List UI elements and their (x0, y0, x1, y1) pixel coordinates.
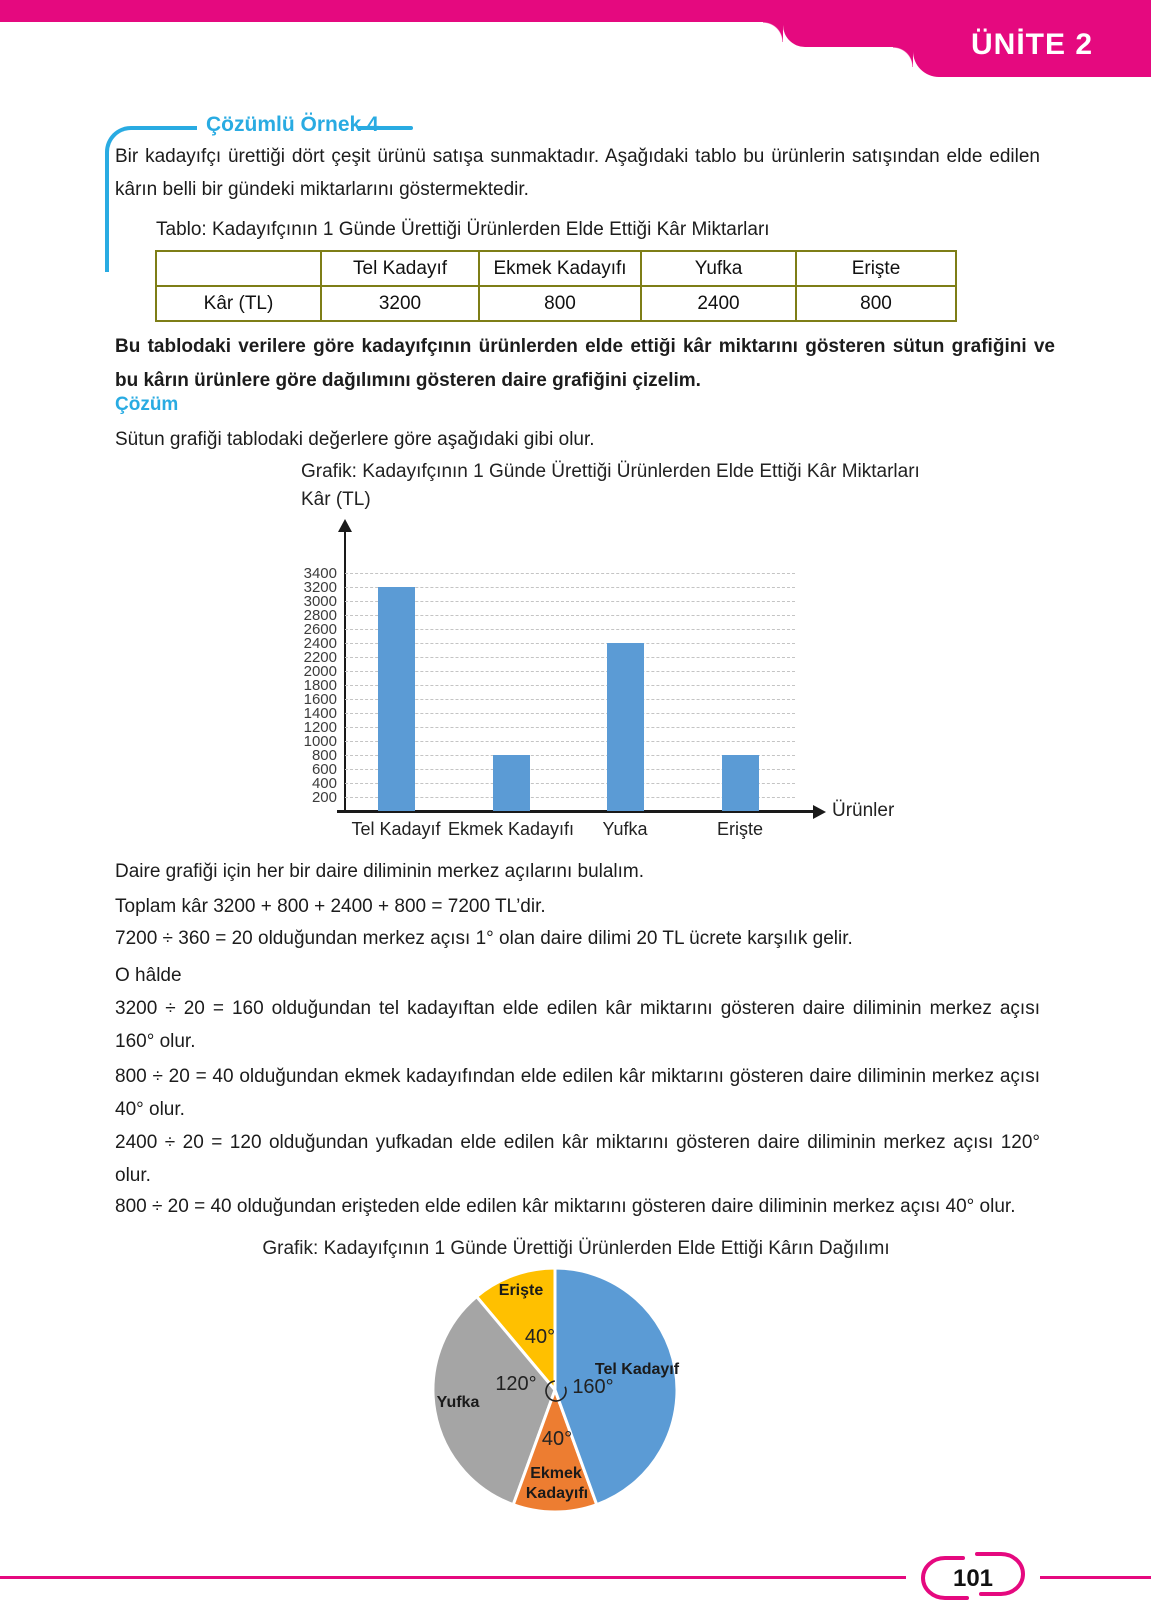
pie-label-eriste: Erişte (498, 1282, 544, 1299)
table-header-row (156, 251, 956, 286)
table-value-cell: 800 (479, 286, 641, 321)
unit-label: ÜNİTE 2 (970, 27, 1094, 61)
bar-4 (722, 755, 759, 811)
step-paragraph: Daire grafiği için her bir daire diliminin merkez açılarını bulalım. (115, 861, 645, 882)
table-value-cell: 3200 (321, 286, 479, 321)
pie-angle-tel-kadayif: 160° (572, 1376, 614, 1398)
bar-2 (493, 755, 530, 811)
table-value-row (156, 286, 956, 321)
y-tick-label: 800 (311, 747, 337, 764)
x-category-label: Yufka (602, 819, 648, 839)
footer-line (1040, 1576, 1151, 1579)
pie-label-tel-kadayif: Tel Kadayıf (594, 1361, 680, 1378)
solution-intro: Sütun grafiği tablodaki değerlere göre aşağıdaki gibi olur. (115, 429, 595, 450)
y-tick-label: 1800 (303, 677, 337, 694)
step-paragraph: 3200 ÷ 20 = 160 olduğundan tel kadayıftan elde edilen kâr miktarını gösteren daire diliminin merkez açısı 160° olur. (115, 998, 1040, 1052)
table-value-cell: 800 (796, 286, 956, 321)
x-category-label: Tel Kadayıf (351, 819, 441, 839)
unit-tab (913, 0, 1151, 77)
y-tick-label: 400 (311, 775, 337, 792)
pie-label-yufka: Yufka (436, 1394, 480, 1411)
profit-table (155, 250, 957, 322)
y-tick-label: 1000 (303, 733, 337, 750)
table-header-cell: Yufka (641, 251, 796, 286)
y-tick-label: 1600 (303, 691, 337, 708)
header-fillet (763, 22, 783, 42)
footer-line (0, 1576, 906, 1579)
y-tick-label: 2000 (303, 663, 337, 680)
y-tick-label: 2800 (303, 607, 337, 624)
table-header-cell: Ekmek Kadayıfı (479, 251, 641, 286)
x-category-label: Ekmek Kadayıfı (447, 819, 575, 839)
gridline (345, 573, 795, 574)
bar-3 (607, 643, 644, 811)
intro-paragraph: Bir kadayıfçı ürettiği dört çeşit ürünü satışa sunmaktadır. Aşağıdaki tablo bu ürünlerin satışından elde edilen kârın belli bir gündeki miktarlarını göstermektedir. (115, 146, 1040, 200)
solution-label: Çözüm (115, 394, 179, 415)
header-fillet (893, 47, 913, 67)
x-axis-arrow-icon (813, 805, 826, 819)
table-header-cell: Tel Kadayıf (321, 251, 479, 286)
y-tick-label: 2600 (303, 621, 337, 638)
y-tick-label: 1200 (303, 719, 337, 736)
y-tick-label: 3200 (303, 579, 337, 596)
table-value-cell: 2400 (641, 286, 796, 321)
table-row-header: Kâr (TL) (156, 286, 321, 321)
pie-chart-title: Grafik: Kadayıfçının 1 Günde Ürettiği Ürünlerden Elde Ettiği Kârın Dağılımı (262, 1238, 890, 1259)
y-tick-label: 3000 (303, 593, 337, 610)
bar-1 (378, 587, 415, 811)
page-number-badge (903, 1547, 1043, 1605)
step-paragraph: O hâlde (115, 965, 182, 986)
pie-angle-eriste: 40° (524, 1326, 556, 1348)
y-tick-label: 1400 (303, 705, 337, 722)
step-paragraph: 800 ÷ 20 = 40 olduğundan erişteden elde edilen kâr miktarını gösteren daire diliminin merkez açısı 40° olur. (115, 1196, 1016, 1217)
step-paragraph: 7200 ÷ 360 = 20 olduğundan merkez açısı 1° olan daire dilimi 20 TL ücrete karşılık gelir. (115, 928, 853, 949)
example-title: Çözümlü Örnek 4 (206, 113, 379, 136)
table-header-cell: Erişte (796, 251, 956, 286)
pie-label-ekmek-line1: Ekmek (530, 1465, 582, 1482)
bar-chart-y-axis-label: Kâr (TL) (301, 489, 371, 510)
page-number: 101 (952, 1565, 994, 1592)
table-corner-cell (156, 251, 321, 286)
pie-angle-yufka: 120° (495, 1373, 537, 1395)
y-tick-label: 2400 (303, 635, 337, 652)
prompt-paragraph: Bu tablodaki verilere göre kadayıfçının ürünlerden elde ettiği kâr miktarını gösteren sütun grafiğini ve bu kârın ürünlere göre dağılımını gösteren daire grafiğini çizelim. (115, 336, 1055, 391)
bar-chart-plot (303, 520, 895, 839)
step-paragraph: 800 ÷ 20 = 40 olduğundan ekmek kadayıfından elde edilen kâr miktarını gösteren daire diliminin merkez açısı 40° olur. (115, 1066, 1040, 1120)
y-tick-label: 600 (311, 761, 337, 778)
bar-chart-title: Grafik: Kadayıfçının 1 Günde Ürettiği Ürünlerden Elde Ettiği Kâr Miktarları (301, 461, 920, 482)
bar-chart-x-axis-label: Ürünler (832, 800, 895, 821)
x-category-label: Erişte (716, 819, 764, 839)
table-caption: Tablo: Kadayıfçının 1 Günde Ürettiği Ürünlerden Elde Ettiği Kâr Miktarları (156, 219, 770, 240)
pie-label-ekmek-line2: Kadayıfı (525, 1485, 589, 1502)
y-tick-label: 200 (311, 789, 337, 806)
pie-angle-ekmek: 40° (541, 1428, 573, 1450)
y-axis (344, 532, 346, 812)
y-tick-label: 2200 (303, 649, 337, 666)
pie-chart-svg (400, 1258, 720, 1538)
y-tick-label: 3400 (303, 565, 337, 582)
step-paragraph: Toplam kâr 3200 + 800 + 2400 + 800 = 7200 TL’dir. (115, 896, 546, 917)
step-paragraph: 2400 ÷ 20 = 120 olduğundan yufkadan elde edilen kâr miktarını gösteren daire diliminin merkez açısı 120° olur. (115, 1132, 1040, 1186)
y-axis-arrow-icon (338, 519, 352, 532)
